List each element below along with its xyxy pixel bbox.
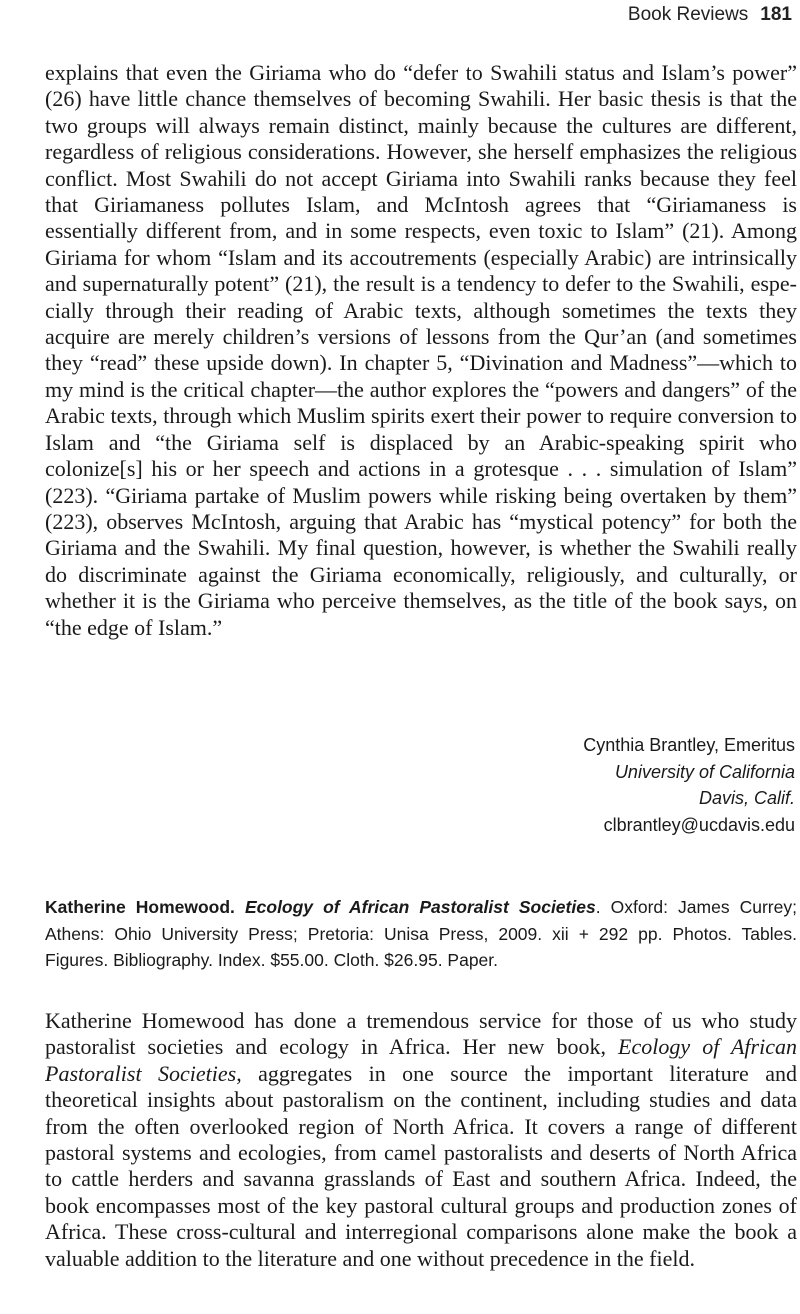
review-opening-paragraph	[45, 1008, 797, 1314]
paragraph-end: , aggregates in one source the important literature and theoretical insights about pastoralism on the continent, including studies and data from the often overlooked region of North Africa. It covers a range of different pastoral systems and ecologies, from camel pastoralists and deserts of North Africa to cattle herders and savanna grasslands of East and southern Africa. Indeed, the book encompasses most of the key pastoral cultural groups and production zones of Africa. These cross-cultural and interregional comparisons alone make the book a valuable addition to the literature and one without precedence in the field.	[45, 1060, 797, 1271]
reviewer-email: clbrantley@ucdavis.edu	[603, 814, 795, 835]
reviewer-signature	[583, 732, 795, 838]
book-publication-details: . Oxford: James Currey; Athens: Ohio University Press; Pretoria: Unisa Press, 2009. xii + 292 pp. Photos. Tables. Figures. Bibliography. Index. $55.00. Cloth. $26.95. Paper.	[45, 897, 797, 970]
book-citation	[45, 894, 797, 974]
page-number: 181	[760, 4, 792, 25]
reviewer-institution: University of California	[614, 761, 795, 782]
reviewer-location: Davis, Calif.	[698, 788, 795, 808]
inline-book-title: Ecology of African Pastoralist Societies	[45, 1034, 797, 1086]
book-title: Ecology of African Pastoralist Societies	[244, 897, 596, 917]
running-head-section: Book Reviews	[627, 4, 749, 25]
running-head	[0, 4, 792, 26]
paragraph-start: Katherine Homewood has done a tremendous service for those of us who study pastoralist societies and ecology in Africa. Her new book,	[45, 1008, 797, 1060]
reviewer-name: Cynthia Brantley, Emeritus	[583, 735, 795, 755]
book-author: Katherine Homewood.	[45, 897, 235, 917]
review-body-paragraph: explains that even the Giriama who do “defer to Swahili status and Islam’s power” (26) have little chance themselves of becoming Swahili. Her basic thesis is that the two groups will always remain distinct, mainly because the cultures are different, regardless of religious considerations. However, she herself emphasizes the religious conflict. Most Swahili do not accept Giriama into Swahili ranks because they feel that Giriamaness pollutes Islam, and McIntosh agrees that “Giriamaness is essentially different from, and in some respects, even toxic to Islam” (21). Among Giriama for whom “Islam and its accoutrements (especially Arabic) are intrinsically and supernaturally potent” (21), the result is a tendency to defer to the Swahili, especially through their reading of Arabic texts, although sometimes the texts they acquire are merely children’s versions of lessons from the Qur’an (and sometimes they “read” these upside down). In chapter 5, “Divination and Madness”—which to my mind is the critical chapter—the author explores the “powers and dangers” of the Arabic texts, through which Muslim spirits exert their power to require conversion to Islam and “the Giriama self is displaced by an Arabic-speaking spirit who colonize[s] his or her speech and actions in a grotesque . . . simulation of Islam” (223). “Giriama partake of Muslim powers while risking being overtaken by them” (223), observes McIntosh, arguing that Arabic has “mystical potency” for both the Giriama and the Swahili. My final question, however, is whether the Swahili really do discriminate against the Giriama economically, religiously, and culturally, or whether it is the Giriama who perceive themselves, as the title of the book says, on “the edge of Islam.”	[45, 60, 797, 640]
